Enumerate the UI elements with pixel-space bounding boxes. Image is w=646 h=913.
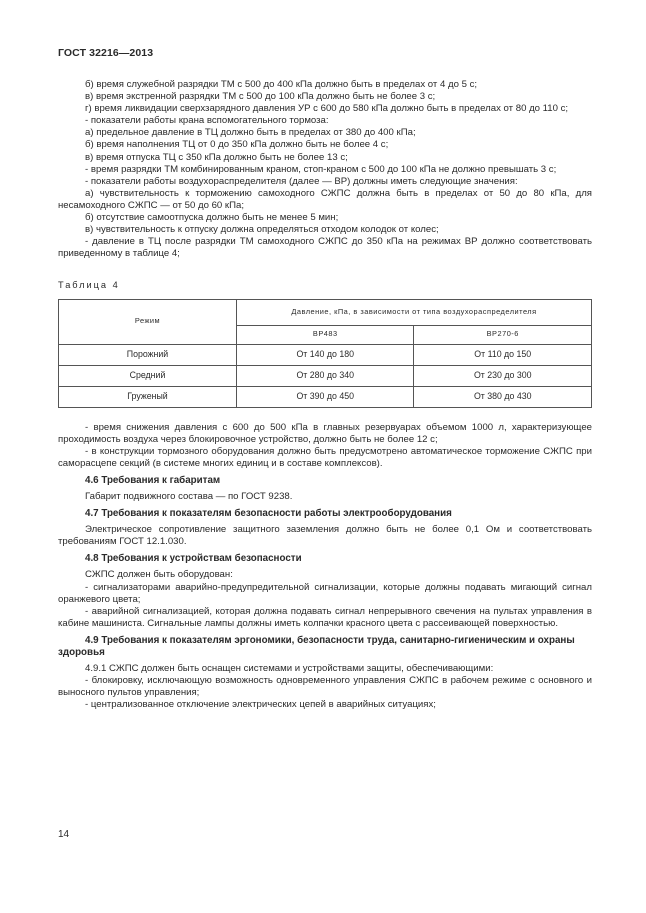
table-cell: От 380 до 430 — [414, 386, 592, 407]
section-heading: 4.6 Требования к габаритам — [85, 474, 221, 486]
paragraph: 4.9.1 СЖПС должен быть оснащен системами и устройствами защиты, обеспечивающими: — [85, 663, 494, 675]
paragraph: - время снижения давления с 600 до 500 кПа в главных резервуарах объемом 1000 л, характеризующее проходимость воздуха через блокировочное устройство, должно быть не более 12 с; — [58, 421, 592, 445]
paragraph: - аварийной сигнализацией, которая должна подавать сигнал непрерывного свечения на пультах управления в кабине машиниста. Сигнальные лампы должны иметь колпачки красного цвета с рассеивающей поверхностью. — [58, 605, 592, 629]
table-cell: От 140 до 180 — [237, 344, 414, 365]
page-number: 14 — [58, 829, 70, 840]
paragraph: б) время наполнения ТЦ от 0 до 350 кПа должно быть не более 4 с; — [85, 139, 389, 151]
section-heading: 4.9 Требования к показателям эргономики, безопасности труда, санитарно-гигиеническим и охраны здоровья — [58, 634, 575, 658]
paragraph: в) чувствительность к отпуску должна определяться отходом колодок от колес; — [85, 224, 439, 236]
paragraph: а) чувствительность к торможению самоходного СЖПС должна быть в пределах от 50 до 80 кПа, для несамоходного СЖПС — от 50 до 60 кПа; — [58, 187, 592, 211]
section-heading: 4.7 Требования к показателям безопасности работы электрооборудования — [85, 508, 452, 520]
table-header-pressure: Давление, кПа, в зависимости от типа воздухораспределителя — [237, 299, 592, 325]
section-heading: 4.8 Требования к устройствам безопасности — [85, 553, 302, 565]
paragraph: а) предельное давление в ТЦ должно быть в пределах от 380 до 400 кПа; — [85, 127, 416, 139]
paragraph: г) время ликвидации сверхзарядного давления УР с 600 до 580 кПа должно быть в пределах от 80 до 110 с; — [85, 103, 569, 115]
paragraph: - блокировку, исключающую возможность одновременного управления СЖПС в рабочем режиме с основного и выносного пультов управления; — [58, 675, 592, 699]
table-caption: Таблица 4 — [58, 280, 120, 291]
table-cell: От 110 до 150 — [414, 344, 592, 365]
table-cell: От 280 до 340 — [237, 365, 414, 386]
paragraph: б) время служебной разрядки ТМ с 500 до 400 кПа должно быть в пределах от 4 до 5 с; — [85, 79, 478, 90]
paragraph: - давление в ТЦ после разрядки ТМ самоходного СЖПС до 350 кПа на режимах ВР должно соответствовать приведенному в таблице 4; — [58, 236, 592, 260]
table-header-mode: Режим — [59, 299, 237, 344]
paragraph: Габарит подвижного состава — по ГОСТ 9238. — [85, 490, 293, 502]
table-cell: Груженый — [59, 386, 237, 407]
table-cell: От 230 до 300 — [414, 365, 592, 386]
paragraph: - время разрядки ТМ комбинированным краном, стоп-краном с 500 до 100 кПа не должно превышать 3 с; — [85, 163, 557, 175]
paragraph: СЖПС должен быть оборудован: — [85, 569, 233, 581]
table-4 — [58, 299, 592, 408]
page-content — [58, 79, 592, 711]
paragraph: в) время экстренной разрядки ТМ с 500 до 100 кПа должно быть не более 3 с; — [85, 91, 436, 103]
table-cell: Порожний — [59, 344, 237, 365]
paragraph: - в конструкции тормозного оборудования должно быть предусмотрено автоматическое торможение СЖПС при саморасцепе секций (в системе многих единиц и в составе комплексов). — [58, 445, 592, 469]
table-cell: Средний — [59, 365, 237, 386]
paragraph: - централизованное отключение электрических цепей в аварийных ситуациях; — [85, 699, 436, 711]
document-header: ГОСТ 32216—2013 — [58, 47, 154, 59]
paragraph: - показатели работы крана вспомогательного тормоза: — [85, 115, 329, 127]
table-header-vr270: ВР270-6 — [414, 325, 592, 344]
table-header-vr483: ВР483 — [237, 325, 414, 344]
paragraph: Электрическое сопротивление защитного заземления должно быть не более 0,1 Ом и соответствовать требованиям ГОСТ 12.1.030. — [58, 524, 592, 548]
paragraph: в) время отпуска ТЦ с 350 кПа должно быть не более 13 с; — [85, 151, 348, 163]
paragraph: - показатели работы воздухораспределителя (далее — ВР) должны иметь следующие значения: — [85, 175, 518, 187]
table-cell: От 390 до 450 — [237, 386, 414, 407]
paragraph: б) отсутствие самоотпуска должно быть не менее 5 мин; — [85, 212, 339, 224]
paragraph: - сигнализаторами аварийно-предупредительной сигнализации, которые должны подавать мигающий сигнал оранжевого цвета; — [58, 581, 592, 605]
